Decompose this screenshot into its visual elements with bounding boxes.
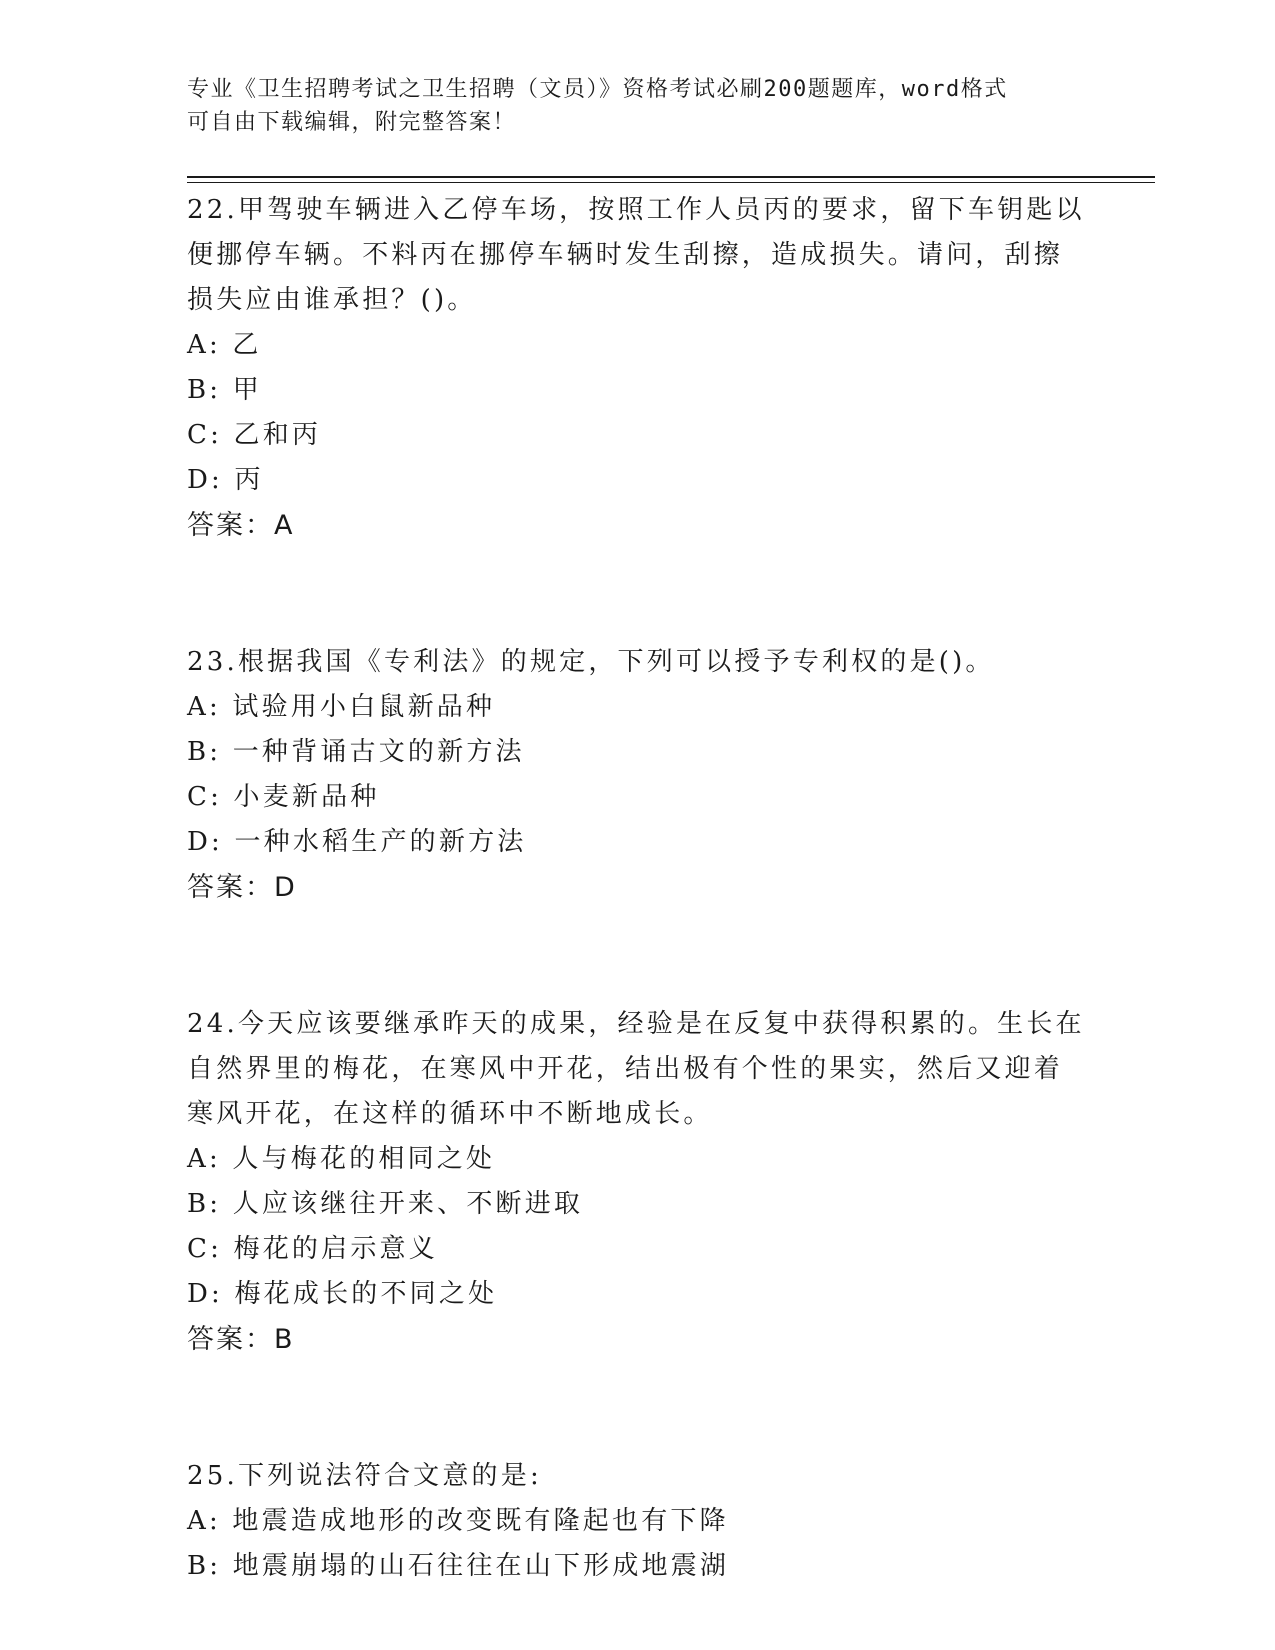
option-b: B: 一种背诵古文的新方法: [187, 737, 525, 767]
option-a: A: 试验用小白鼠新品种: [187, 692, 496, 722]
question-stem-line: 损失应由谁承担？()。: [187, 285, 477, 315]
option-d: D: 梅花成长的不同之处: [187, 1279, 498, 1309]
answer-label: 答案：D: [187, 872, 297, 903]
question-stem-line: 寒风开花，在这样的循环中不断地成长。: [187, 1099, 713, 1129]
question-stem-line: 24.今天应该要继承昨天的成果，经验是在反复中获得积累的。生长在: [187, 1009, 1085, 1039]
question-stem-line: 便挪停车辆。不料丙在挪停车辆时发生刮擦，造成损失。请问，刮擦: [187, 240, 1064, 270]
question-25: [187, 1454, 1087, 1589]
question-22: [187, 188, 1087, 548]
option-b: B: 人应该继往开来、不断进取: [187, 1189, 584, 1219]
question-23: [187, 640, 1087, 910]
option-d: D: 一种水稻生产的新方法: [187, 827, 527, 857]
document-header: [187, 73, 1067, 139]
option-a: A: 乙: [187, 330, 262, 360]
header-divider-thin: [187, 182, 1155, 183]
header-title-line-1: 专业《卫生招聘考试之卫生招聘（文员）》资格考试必刷200题题库，word格式: [187, 77, 1008, 102]
question-spacer: [187, 1362, 1087, 1454]
option-c: C: 梅花的启示意义: [187, 1234, 438, 1264]
question-24: [187, 1002, 1087, 1362]
option-b: B: 地震崩塌的山石往往在山下形成地震湖: [187, 1551, 730, 1581]
question-spacer: [187, 548, 1087, 640]
option-a: A: 地震造成地形的改变既有隆起也有下降: [187, 1506, 729, 1536]
option-c: C: 小麦新品种: [187, 782, 380, 812]
question-stem-line: 自然界里的梅花，在寒风中开花，结出极有个性的果实，然后又迎着: [187, 1054, 1064, 1084]
option-d: D: 丙: [187, 465, 264, 495]
question-list: [187, 188, 1087, 1589]
header-title-line-2: 可自由下载编辑，附完整答案！: [187, 110, 517, 135]
option-a: A: 人与梅花的相同之处: [187, 1144, 496, 1174]
answer-label: 答案：A: [187, 510, 295, 541]
question-stem-line: 23.根据我国《专利法》的规定，下列可以授予专利权的是()。: [187, 647, 995, 677]
question-stem-line: 25.下列说法符合文意的是:: [187, 1461, 542, 1491]
answer-label: 答案：B: [187, 1324, 295, 1355]
option-c: C: 乙和丙: [187, 420, 322, 450]
question-spacer: [187, 910, 1087, 1002]
question-stem-line: 22.甲驾驶车辆进入乙停车场，按照工作人员丙的要求，留下车钥匙以: [187, 195, 1085, 225]
header-divider-thick: [187, 176, 1155, 178]
option-b: B: 甲: [187, 375, 262, 405]
